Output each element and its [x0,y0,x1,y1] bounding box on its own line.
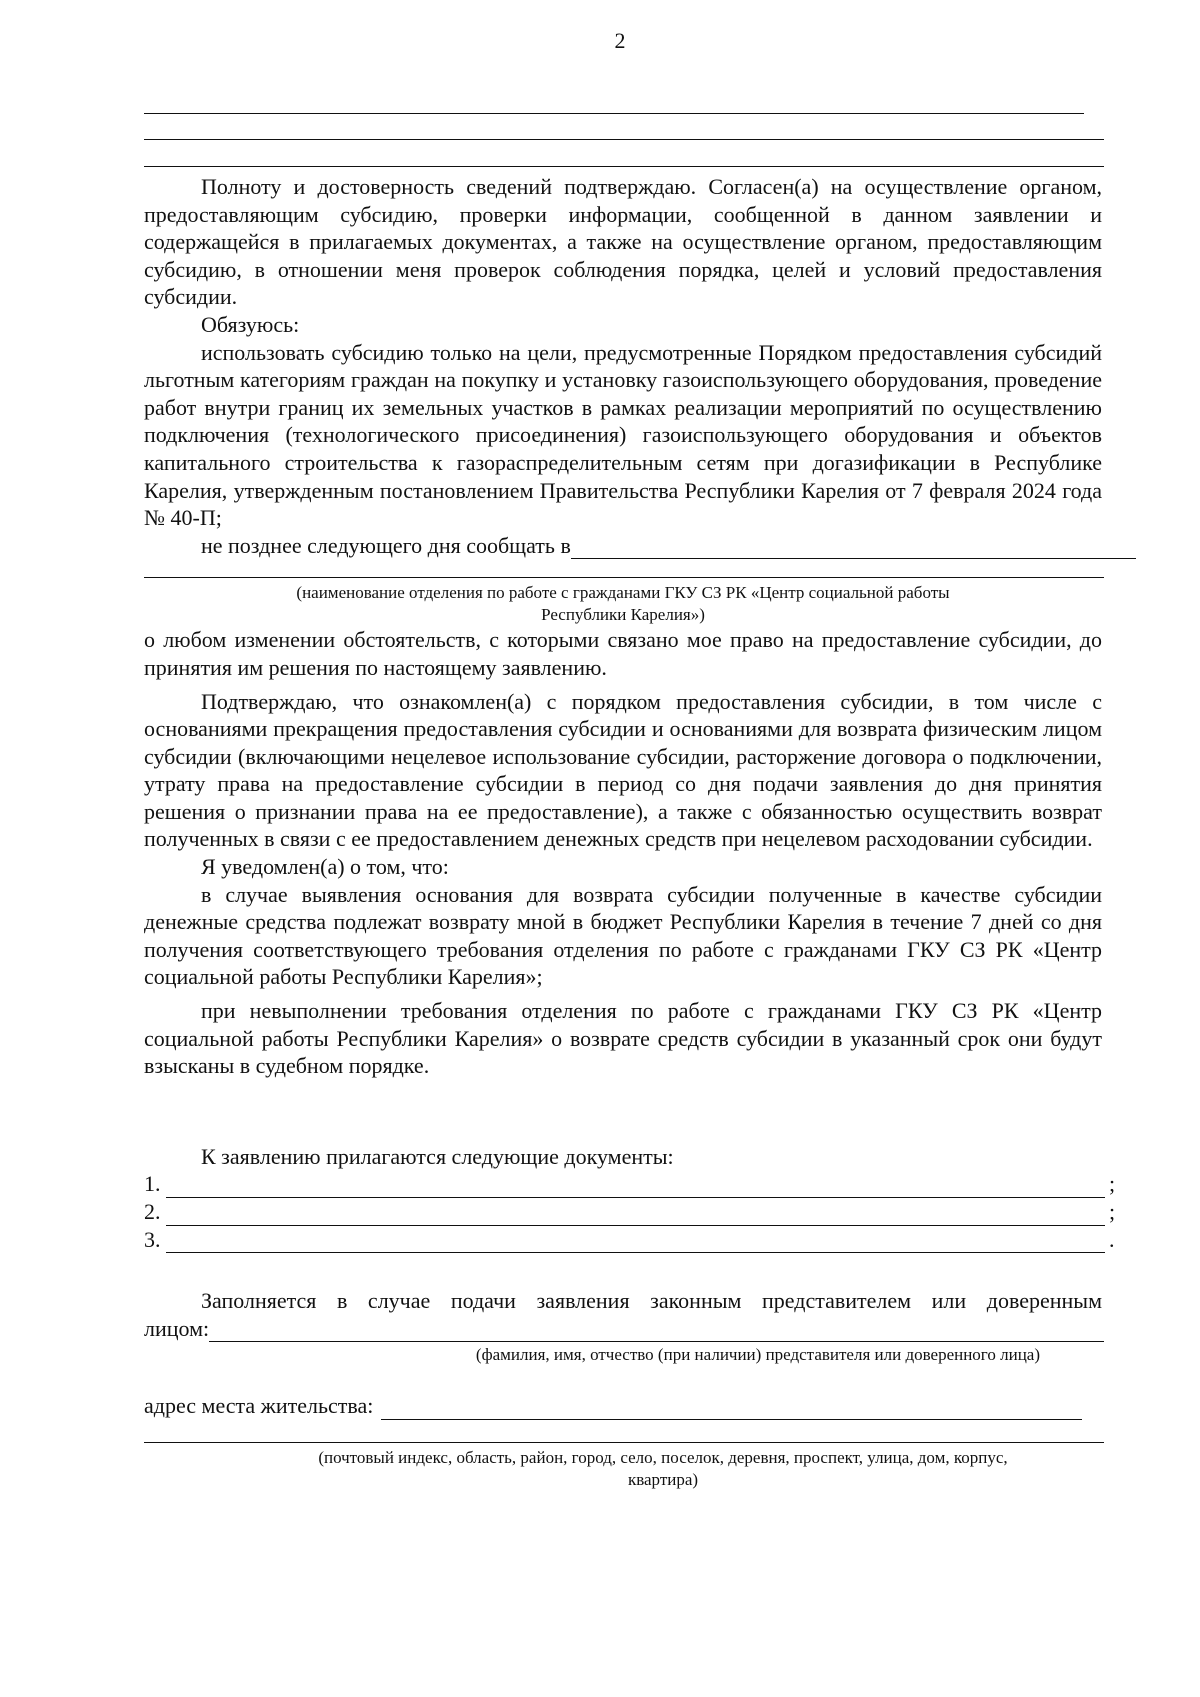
spacer [144,1080,1102,1143]
attachment-number: 1. [144,1171,161,1197]
representative-row [144,1315,1104,1343]
attachments-heading: К заявлению прилагаются следующие документы: [201,1143,674,1169]
spacer [144,1253,1102,1287]
paragraph-acquainted: Подтверждаю, что ознакомлен(а) с порядком предоставления субсидии, в том числе с основаниями прекращения предоставления субсидии и основаниями для возврата физическим лицом субсидии (включающими нецелевое использование субсидии, расторжение договора о подключении, утрату права на предоставление субсидии в период со дня подачи заявления до дня принятия решения о признании права на ее предоставление), а также с обязанностью осуществить возврат полученных в связи с ее предоставлением денежных средств при нецелевом расходовании субсидии. [144,688,1102,852]
blank-line-top-1 [144,113,1084,114]
attachment-number: 2. [144,1199,161,1224]
attachments-list [144,1170,1119,1253]
paragraph-confirm: Полноту и достоверность сведений подтверждаю. Согласен(а) на осуществление органом, предоставляющим субсидию, проверки информации, сообщенной в данном заявлении и содержащейся в прилагаемых документах, а также на осуществление органом, предоставляющим субсидию, в отношении меня проверок соблюдения порядка, целей и условий предоставления субсидии. [144,174,1102,310]
address-row [144,1392,1104,1420]
document-body [144,173,1116,1491]
attachment-number: 3. [144,1226,161,1252]
address-caption-line-2: квартира) [627,1469,699,1489]
representative-caption: (фамилия, имя, отчество (при наличии) представителя или доверенного лица) [475,1345,1040,1365]
spacer [144,559,1102,577]
paragraph-obligate-heading: Обязуюсь: [201,311,300,337]
representative-label: лицом: [144,1315,210,1341]
attachment-fill-line[interactable] [166,1205,1105,1226]
address-label: адрес места жительства: [144,1393,374,1419]
notify-caption-line-2: Республики Карелия») [541,605,705,625]
notify-prefix: не позднее следующего дня сообщать в [201,532,571,558]
notify-fill-line-2[interactable] [144,577,1104,578]
paragraph-notified-heading: Я уведомлен(а) о том, что: [201,854,449,880]
page-number: 2 [614,28,626,53]
attachment-end-mark: . [1109,1226,1115,1252]
attachment-fill-line[interactable] [166,1177,1105,1198]
blank-line-top-2 [144,139,1104,140]
notify-caption-line-1: (наименование отделения по работе с гражданами ГКУ СЗ РК «Центр социальной работы [296,583,950,603]
attachment-row [144,1226,1119,1254]
attachment-row [144,1170,1119,1198]
notify-row [144,532,1136,560]
spacer [144,1420,1102,1442]
paragraph-use-subsidy: использовать субсидию только на цели, предусмотренные Порядком предоставления субсидий льготным категориям граждан на покупку и установку газоиспользующего оборудования, проведение работ внутри границ их земельных участков в рамках реализации мероприятий по осуществлению подключения (технологического присоединения) газоиспользующего оборудования и объектов капитального строительства к газораспределительным сетям при догазификации в Республике Карелия, утвержденным постановлением Правительства Республики Карелия от 7 февраля 2024 года № 40-П; [144,339,1102,531]
blank-line-top-3 [144,166,1104,167]
notify-fill-line[interactable] [571,538,1136,559]
address-fill-line-2[interactable] [144,1442,1104,1443]
attachment-end-mark: ; [1109,1171,1116,1197]
representative-fill-line[interactable] [209,1321,1104,1342]
paragraph-court-case: при невыполнении требования отделения по работе с гражданами ГКУ СЗ РК «Центр социальной работы Республики Карелия» о возврате средств субсидии в указанный срок они будут взысканы в судебном порядке. [144,998,1102,1079]
address-fill-line[interactable] [381,1399,1082,1420]
attachment-row [144,1198,1119,1226]
spacer [144,1366,1102,1392]
representative-text: Заполняется в случае подачи заявления законным представителем или доверенным [201,1288,1102,1314]
attachment-end-mark: ; [1109,1199,1116,1224]
paragraph-refund-case: в случае выявления основания для возврата субсидии полученные в качестве субсидии денежные средства подлежат возврату мной в бюджет Республики Карелия в течение 7 дней со дня получения соответствующего требования отделения по работе с гражданами ГКУ СЗ РК «Центр социальной работы Республики Карелия»; [144,881,1102,990]
address-caption-line-1: (почтовый индекс, область, район, город, село, поселок, деревня, проспект, улица, дом, корпус, [318,1447,1008,1467]
attachment-fill-line[interactable] [166,1232,1105,1253]
paragraph-any-change: о любом изменении обстоятельств, с которыми связано мое право на предоставление субсидии, до принятия им решения по настоящему заявлению. [144,627,1102,680]
